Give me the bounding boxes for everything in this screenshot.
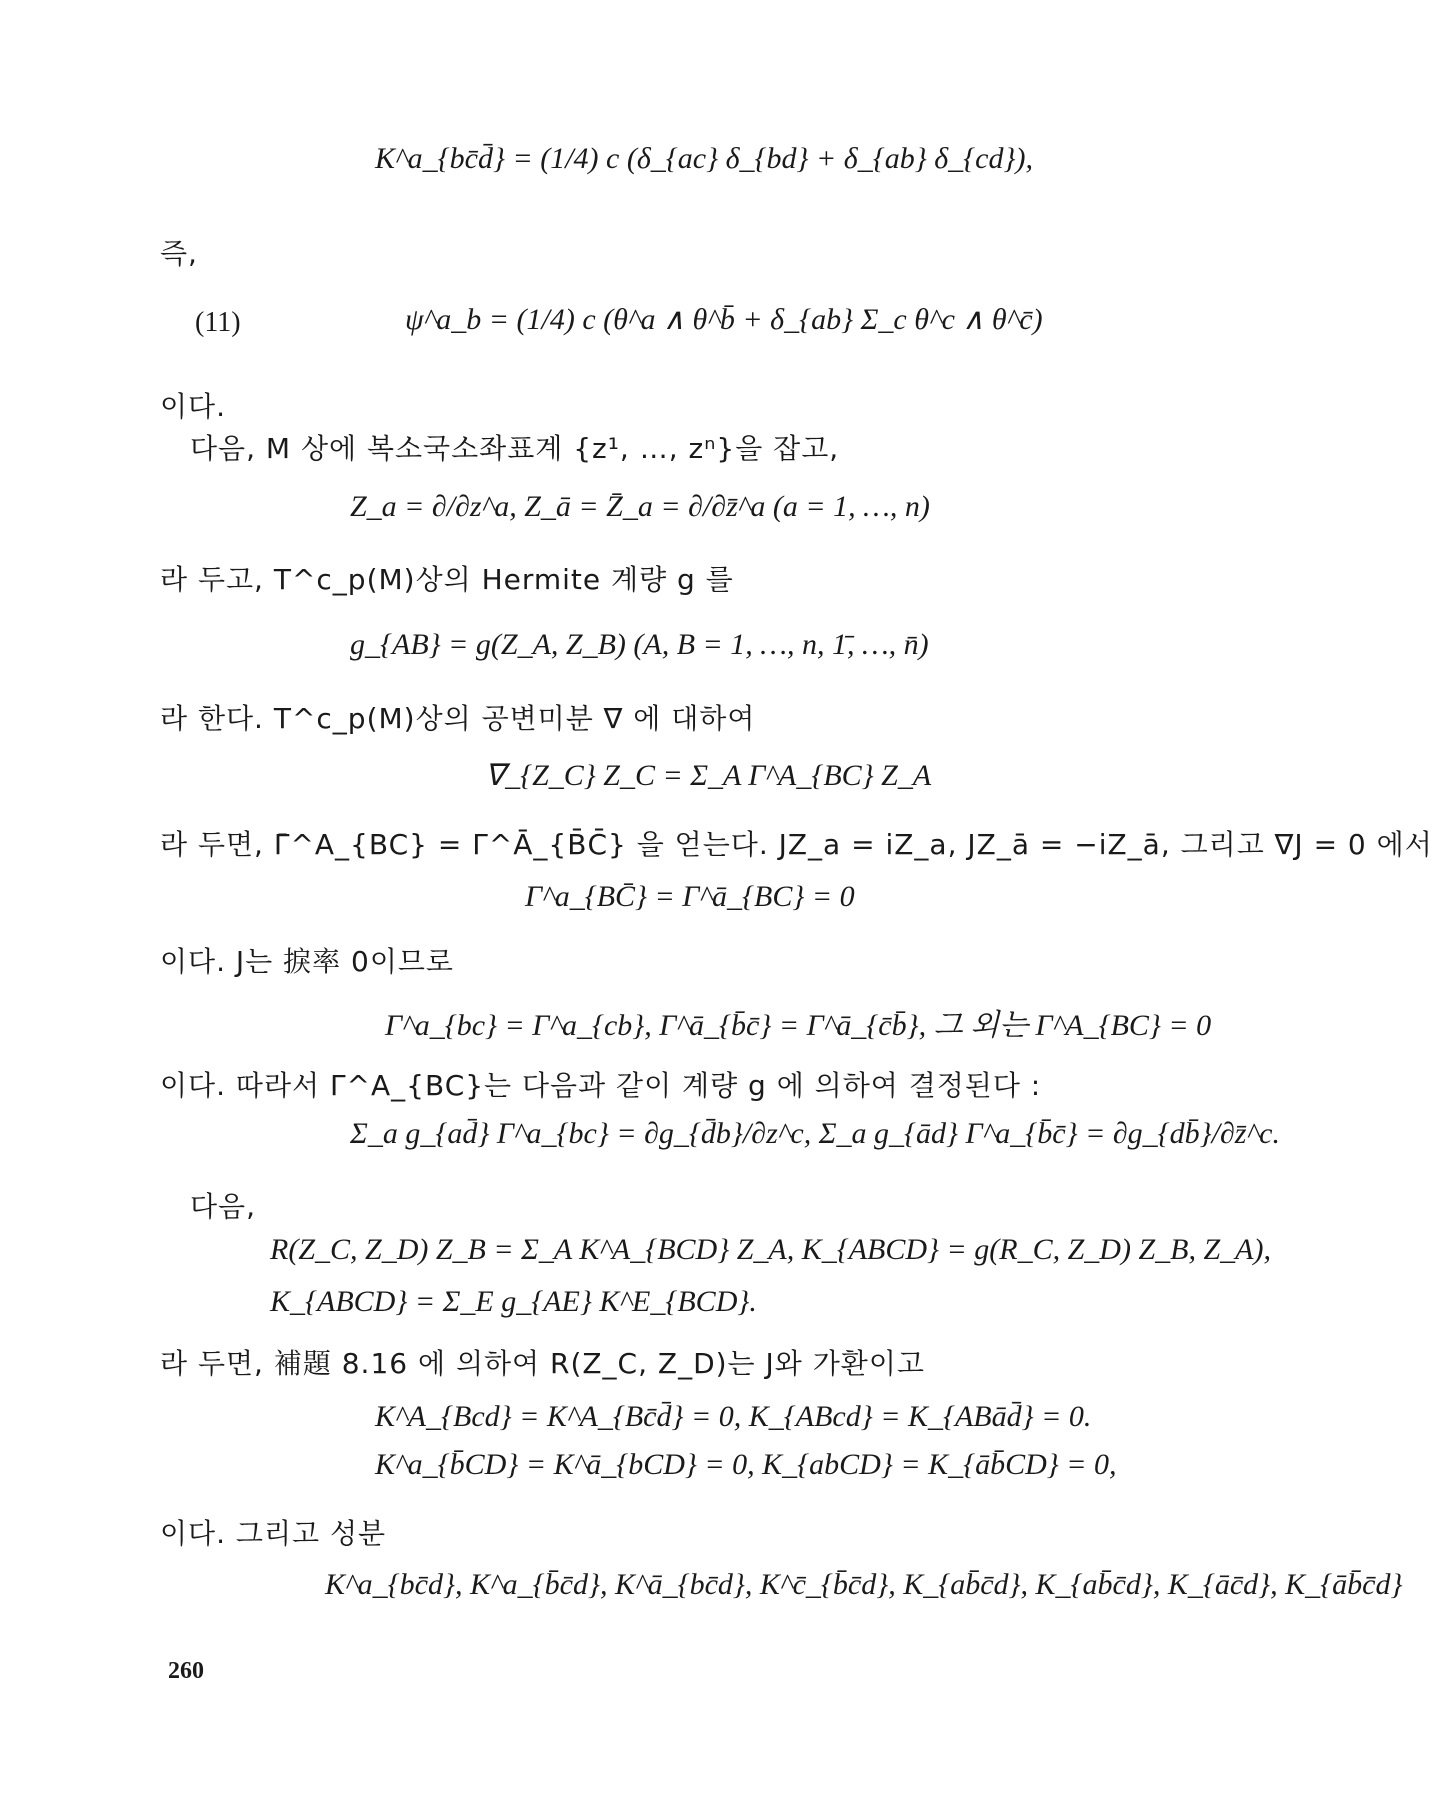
text-determined-by-metric: 이다. 따라서 Γ^A_{BC}는 다음과 같이 계량 g 에 의하여 결정된다 :	[160, 1069, 1042, 1102]
equation-nabla: ∇_{Z_C} Z_C = Σ_A Γ^A_{BC} Z_A	[485, 759, 932, 792]
text-jeuk: 즉,	[160, 237, 198, 270]
equation-k-zero-2: K^a_{b̄CD} = K^ā_{bCD} = 0, K_{abCD} = K_{āb̄CD} = 0,	[375, 1448, 1117, 1481]
equation-kabcd: K_{ABCD} = Σ_E g_{AE} K^E_{BCD}.	[270, 1285, 757, 1318]
equation-label-11: (11)	[195, 307, 241, 338]
equation-k-zero-1: K^A_{Bcd} = K^A_{Bc̄d̄} = 0, K_{ABcd} = K_{ABād̄} = 0.	[375, 1400, 1092, 1433]
equation-components: K^a_{bc̄d}, K^a_{b̄c̄d}, K^ā_{bc̄d}, K^c̄_{b̄c̄d}, K_{ab̄c̄d}, K_{ab̄c̄d}, K_{āc̄d}, K_{āb̄c̄d}	[325, 1568, 1403, 1601]
equation-za: Z_a = ∂/∂z^a, Z_ā = Z̄_a = ∂/∂z̄^a (a = 1, …, n)	[350, 490, 930, 523]
equation-psi: ψ^a_b = (1/4) c (θ^a ∧ θ^b̄ + δ_{ab} Σ_c θ^c ∧ θ^c̄)	[405, 303, 1043, 336]
text-hermite-metric: 라 두고, T^c_p(M)상의 Hermite 계량 g 를	[160, 563, 734, 596]
text-lemma: 라 두면, 補題 8.16 에 의하여 R(Z_C, Z_D)는 J와 가환이고	[160, 1347, 925, 1380]
text-covariant-derivative: 라 한다. T^c_p(M)상의 공변미분 ∇ 에 대하여	[160, 702, 756, 735]
text-complex-coordinates: 다음, M 상에 복소국소좌표계 {z¹, …, zⁿ}을 잡고,	[190, 432, 840, 465]
text-components: 이다. 그리고 성분	[160, 1517, 387, 1550]
equation-christoffel: Σ_a g_{ad̄} Γ^a_{bc} = ∂g_{d̄b}/∂z^c, Σ_a g_{ād} Γ^a_{b̄c̄} = ∂g_{db̄}/∂z̄^c.	[350, 1117, 1280, 1150]
equation-curvature: R(Z_C, Z_D) Z_B = Σ_A K^A_{BCD} Z_A, K_{ABCD} = g(R_C, Z_D) Z_B, Z_A),	[270, 1233, 1271, 1266]
equation-kbcd: K^a_{bc̄d̄} = (1/4) c (δ_{ac} δ_{bd} + δ_{ab} δ_{cd}),	[375, 142, 1033, 175]
equation-gamma-zero: Γ^a_{BC̄} = Γ^ā_{BC} = 0	[525, 880, 855, 913]
text-gamma-conjugate: 라 두면, Γ̄^A_{BC} = Γ^Ā_{B̄C̄} 을 얻는다. JZ_a = iZ_a, JZ_ā = −iZ_ā, 그리고 ∇J = 0 에서	[160, 828, 1433, 861]
equation-gamma-symmetric: Γ^a_{bc} = Γ^a_{cb}, Γ^ā_{b̄c̄} = Γ^ā_{c̄b̄}, 그 외는 Γ^A_{BC} = 0	[385, 1009, 1212, 1042]
text-ida-1: 이다.	[160, 390, 226, 423]
text-torsion: 이다. J는 捩率 0이므로	[160, 945, 454, 978]
equation-gab: g_{AB} = g(Z_A, Z_B) (A, B = 1, …, n, 1̄, …, n̄)	[350, 628, 929, 661]
page-number: 260	[168, 1658, 204, 1684]
text-next: 다음,	[190, 1190, 256, 1223]
